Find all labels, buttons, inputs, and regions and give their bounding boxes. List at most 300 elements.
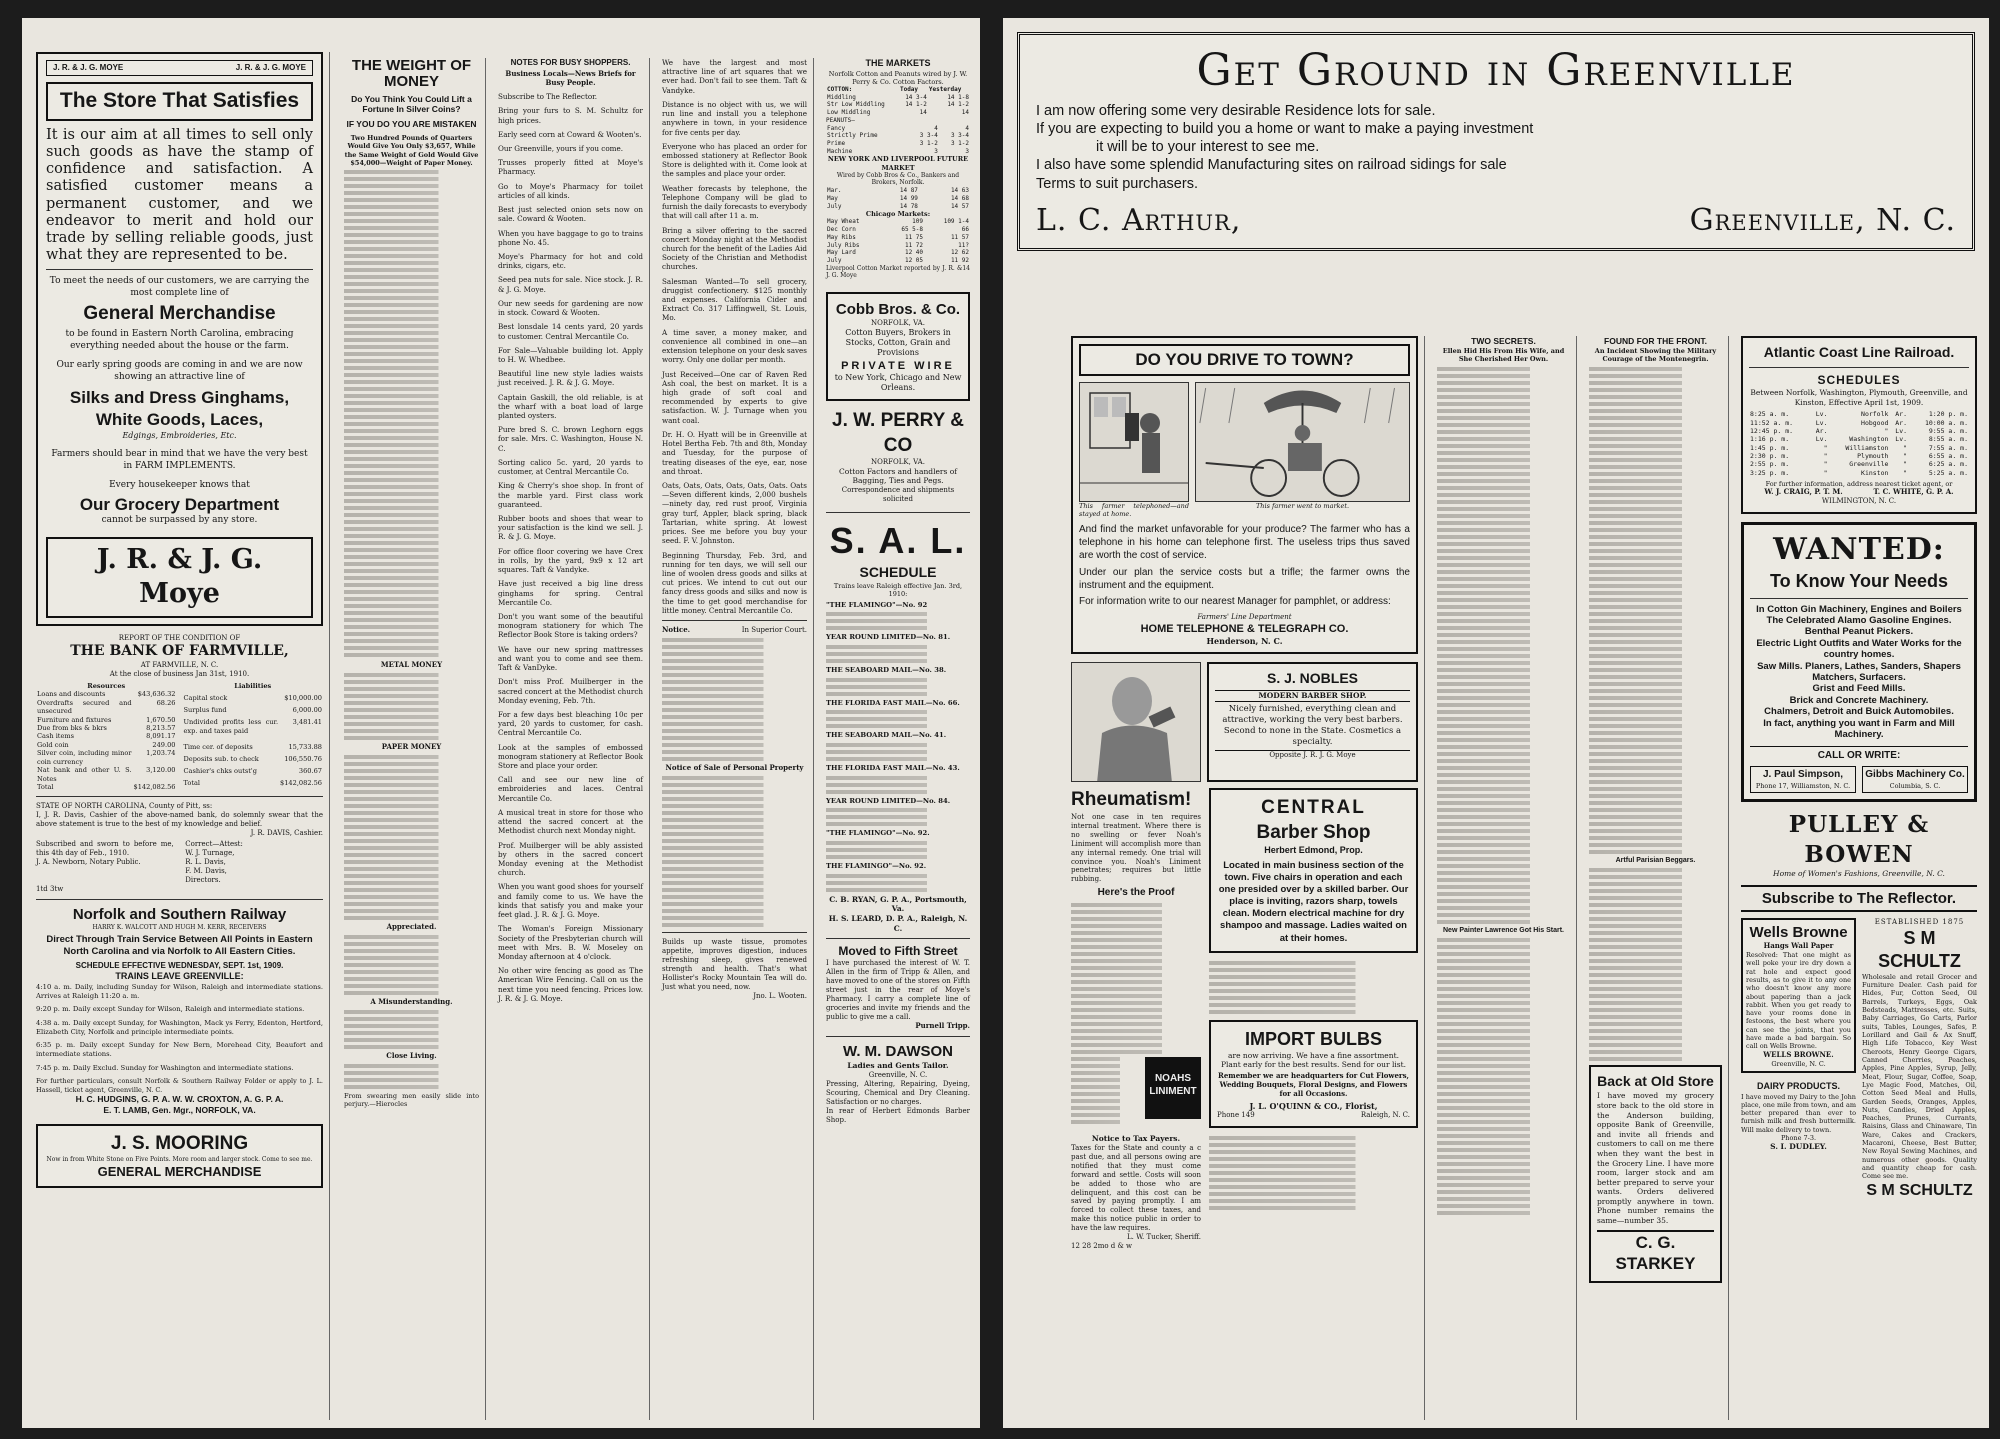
right-column-c (1583, 336, 1729, 1420)
sal-train-name: THE FLORIDA FAST MAIL—No. 43. (826, 763, 960, 772)
sal-train-name: "THE FLAMINGO"—No. 92 (826, 600, 928, 609)
central-shop: Barber Shop (1256, 821, 1371, 843)
get-ground-line2: If you are expecting to build you a home or want to make a paying investment (1036, 121, 1534, 138)
mooring-name: J. S. MOORING (110, 1132, 249, 1154)
aclr-row-cell: 7:55 a. m. (1928, 443, 1968, 452)
aclr-row-cell: " (1903, 468, 1908, 477)
appreciated-label: Appreciated. (386, 922, 437, 932)
drive-company: HOME TELEPHONE & TELEGRAPH CO. (1140, 623, 1349, 636)
chicago-row (826, 257, 970, 265)
aclr-row (1749, 469, 1969, 477)
aclr-row (1749, 435, 1969, 443)
old-store-body: I have moved my grocery store back to the old store in the Anderson building, opposite Bank of Greenville, and invite all friends and customers to call on me there when they want the best in the Grocery Line. I have more room, larger stock and am better prepared to serve your wants. Orders delivered promptly anywhere in town. Phone number remains the same—number 35. (1597, 1091, 1714, 1226)
builds-text: Builds up waste tissue, promotes appetite, improves digestion, induces refreshing sleep, gives renewed strength and health. That's what Hollister's Rocky Mountain Tea will do. Just what you need, now. (662, 937, 807, 991)
local-item: Dr. H. O. Hyatt will be in Greenville at Hotel Bertha Feb. 7th and 8th, Monday and Tuesday, for the purpose of treating diseases of the eye, ear, nose and throat. (662, 429, 807, 476)
bank-date: At the close of business Jan 31st, 1910. (109, 669, 250, 678)
bank-director: Directors. (185, 876, 221, 885)
local-item: Oats, Oats, Oats, Oats, Oats, Oats. Oats—Seven different kinds, 2,000 bushels—ninety day, red rust proof, Virginia gray turf, Appler, black spring, black Tartarian, white spring. At lowest prices. See me before you buy your seed. F. V. Johnston. (662, 480, 807, 546)
sal-schedule-label: SCHEDULE (859, 564, 937, 580)
column-5 (820, 58, 976, 1420)
aclr-row-cell: Ar. (1815, 427, 1828, 436)
dairy-body: I have moved my Dairy to the John place, one mile from town, and am better prepared than ever to furnish milk and fresh buttermilk. Will make delivery to town. (1741, 1092, 1856, 1134)
perry-desc: Cotton Factors and handlers of Bagging, Ties and Pegs. (838, 466, 958, 486)
chicago-row (826, 234, 970, 242)
bank-subscribed: Subscribed and sworn to before me, this 4th day of Feb., 1910. (36, 840, 174, 858)
cotton-header-cell: Yesterday (928, 86, 962, 94)
right-column-a (1065, 336, 1425, 1420)
markets-title: THE MARKETS (865, 58, 931, 68)
chicago-row-cell: 11? (958, 241, 969, 249)
sal-train-name: THE FLORIDA FAST MAIL—No. 66. (826, 698, 960, 707)
busy-shopper-item: Go to Moye's Pharmacy for toilet articles of all kinds. (498, 181, 643, 200)
norfolk-schedule-line: 4:38 a. m. Daily except Sunday, for Washington, Mack ys Ferry, Edenton, Hertford, Elizabeth City, Norfolk and principle intermediate points. (36, 1019, 323, 1036)
chicago-row (826, 249, 970, 257)
notice-sale-title: Notice of Sale of Personal Property (665, 762, 804, 772)
busy-shopper-item: Sorting calico 5c. yard, 20 yards to customer, at Central Mercantile Co. (498, 457, 643, 477)
busy-shopper-item: For a few days best bleaching 10c per yard, 20 yards to customer, for cash. Central Mercantile Co. (498, 709, 643, 738)
rheumatism-ad (1071, 788, 1201, 1251)
sal-train-text (826, 776, 970, 794)
cobb-desc: Cotton Buyers, Brokers in Stocks, Cotton, Grain and Provisions (845, 328, 951, 358)
peanut-row-cell: 3 (965, 147, 969, 155)
perry-ad (826, 409, 970, 504)
norfolk-railway-lamb: E. T. LAMB, Gen. Mgr., NORFOLK, VA. (103, 1104, 256, 1115)
cobb-wire: to New York, Chicago and New Orleans. (834, 372, 962, 393)
fifth-street-title: Moved to Fifth Street (838, 944, 958, 959)
drive-body2: Under our plan the service costs but a trifle; the farmer owns the instrument and the equipment. (1079, 566, 1410, 591)
aclr-row-cell: Williamston (1845, 443, 1889, 452)
liverpool-value: 14 (962, 264, 970, 272)
bank-resource-row-cell: 8,091.17 (146, 732, 176, 741)
aclr-row-cell: 1:20 p. m. (1928, 410, 1968, 419)
busy-shopper-item: A musical treat in store for those who attend the sacred concert at the Methodist church next Monday night. (498, 807, 643, 836)
ny-future-row (826, 195, 970, 203)
local-item: We have the largest and most attractive line of art squares that we ever had. Don't fail to see them. Taft & Vandyke. (662, 58, 807, 95)
notice-title: Notice. (662, 625, 691, 635)
sal-title: S. A. L. (829, 519, 967, 561)
bank-resources-label: Resources (87, 681, 126, 690)
peanut-row (826, 148, 970, 156)
busy-shopper-item: We have our new spring mattresses and want you to come and see them. Taft & VanDyke. (498, 644, 643, 673)
moye-silks-1: Silks and Dress Ginghams, (69, 388, 290, 408)
chicago-row-cell: May Wheat (827, 218, 860, 226)
chicago-row-cell: 66 (961, 226, 969, 234)
farmer-market-illustration (1195, 382, 1410, 502)
get-ground-title: Get Ground in Greenville (1196, 45, 1796, 96)
wells-body: Resolved: That one might as well poke your ire dry down a rat hole and expect good results, as to give it to any one who doesn't know any more about papering than a jack rabbit. When you get ready to have your rooms done in festoons, the best where you can see the joints, that you have made a bad bargain. So call on Wells Browne. (1746, 950, 1851, 1051)
aclr-row (1749, 410, 1969, 418)
aclr-row-cell: " (1884, 427, 1889, 436)
pulley-bowen-ad (1741, 810, 1977, 878)
peanut-row-cell: 4 (934, 124, 938, 132)
bank-resource-row (36, 724, 177, 732)
busy-shopper-item: Have just received a big line dress ginghams for spring. Central Mercantile Co. (498, 579, 643, 607)
bank-ref: 1td 3tw (36, 885, 64, 894)
bank-liability-row-cell: Surplus fund (183, 706, 227, 715)
aclr-row-cell: " (1823, 460, 1828, 469)
busy-shopper-item: Best just selected onion sets now on sale. Coward & Wooten. (498, 205, 643, 224)
ny-future-row-cell: Mar. (827, 187, 842, 195)
aclr-row-cell: 6:25 a. m. (1928, 460, 1968, 469)
aclr-row (1749, 444, 1969, 452)
bulbs-phone: Phone 149 (1217, 1110, 1255, 1119)
bank-resource-row (36, 690, 177, 698)
bank-resource-row (36, 699, 177, 716)
bank-liability-row-cell: $10,000.00 (284, 693, 322, 702)
drive-title: DO YOU DRIVE TO TOWN? (1079, 344, 1410, 376)
cobb-ad (826, 292, 970, 401)
taxes-sig: L. W. Tucker, Sheriff. (1126, 1233, 1201, 1242)
taxes-body: Taxes for the State and county a c past due, and all persons owing are notified that they must come forward and settle. Costs will soon be added to those who are delinquent, and this cost can be saved by paying promptly. I am forced to collect these taxes, and make this notice public in order to have the law requires. (1071, 1143, 1201, 1233)
norfolk-schedule-line: 7:45 p. m. Daily Exclud. Sunday for Washington and intermediate stations. (36, 1063, 294, 1072)
busy-shopper-item: For office floor covering we have Crex in rolls, by the yard, 9x9 x 12 art squares. Taft & Vandyke. (498, 546, 643, 575)
drive-line: Farmers' Line Department (1197, 613, 1292, 622)
chicago-row-cell: July Ribs (827, 241, 860, 249)
local-item: Salesman Wanted—To sell grocery, druggist confectionery. $125 monthly and expenses. California Cider and Extract Co. 317 Liffingwell, St. Louis, Mo. (662, 276, 807, 323)
wells-sub: Hangs Wall Paper (1763, 941, 1834, 951)
rheumatism-proof: Here's the Proof (1097, 887, 1175, 899)
busy-shoppers-sub: Business Locals—News Briefs for Busy People. (505, 69, 636, 88)
wanted-line: Benthal Peanut Pickers. (1804, 626, 1914, 638)
schultz-name: S M SCHULTZ (1878, 927, 1961, 971)
aclr-row-cell: " (1903, 443, 1908, 452)
chicago-row-cell: 11 92 (950, 256, 969, 264)
aclr-row-cell: Lv. (1895, 435, 1908, 444)
sal-train-text (826, 808, 970, 826)
wells-sig: WELLS BROWNE. (1763, 1049, 1834, 1059)
wanted-ad (1741, 522, 1977, 802)
busy-shopper-item: Don't you want some of the beautiful monogram stationery for which The Reflector Book Store is taking orders? (498, 611, 643, 640)
old-store-sig: C. G. STARKEY (1597, 1230, 1714, 1276)
central-barber-ad (1209, 788, 1418, 952)
peanut-row (826, 125, 970, 133)
bank-liabilities-label: Liabilities (234, 681, 272, 690)
bank-state: STATE OF NORTH CAROLINA, County of Pitt, ss: (36, 802, 213, 811)
peanut-row-cell: 3 3-4 (950, 132, 969, 140)
norfolk-railway-receivers: HARRY K. WALCOTT AND HUGH M. KERR, RECEIVERS (92, 924, 267, 932)
get-ground-line3: it will be to your interest to see me. (1096, 139, 1320, 156)
bank-resource-row-cell: 1,670.50 (146, 715, 176, 724)
peanut-row-cell: Strictly Prime (827, 132, 878, 140)
wanted-line: In fact, anything you want in Farm and Mill Machinery. (1763, 717, 1955, 740)
cotton-row-cell: 14 3-4 (905, 93, 927, 101)
aclr-row (1749, 460, 1969, 468)
bank-liability-row (183, 743, 324, 755)
moye-edgings: Edgings, Embroideries, Etc. (122, 430, 237, 440)
chicago-row-cell: 12 40 (904, 249, 924, 257)
sal-train-text (826, 645, 970, 663)
ny-future-row (826, 187, 970, 195)
shaving-man-illustration (1071, 662, 1201, 782)
aclr-row-cell: " (1903, 460, 1908, 469)
moye-general-merch: General Merchandise (83, 303, 276, 325)
bank-liability-row-cell: Total (183, 779, 201, 788)
busy-shopper-item: For Sale—Valuable building lot. Apply to H. W. Whedbee. (498, 345, 643, 364)
get-ground-line4: I also have some splendid Manufacturing sites on railroad sidings for sale (1036, 157, 1507, 174)
aclr-row-cell: 3:25 p. m. (1750, 468, 1790, 477)
norfolk-railway-agents: H. C. HUDGINS, G. P. A. W. W. CROXTON, A. G. P. A. (75, 1094, 284, 1105)
busy-shopper-item: Rubber boots and shoes that wear to your satisfaction is the kind we sell. J. R. & J. G. Moye. (498, 514, 643, 542)
moye-found: to be found in Eastern North Carolina, embracing everything needed about the house or the farm. (65, 329, 294, 351)
bank-resource-row (36, 732, 177, 740)
chicago-row-cell: 65 5-8 (901, 226, 924, 234)
local-item: A time saver, a money maker, and convenience all combined in one—an extension telephone on your desk saves worry. Only one dollar per month. (662, 327, 807, 365)
wanted-gibbs: Gibbs Machinery Co. (1865, 769, 1965, 781)
bank-director: F. M. Davis, (185, 867, 227, 876)
busy-shoppers-title: NOTES FOR BUSY SHOPPERS. (510, 58, 631, 67)
wells-name: Wells Browne (1749, 923, 1848, 941)
chicago-row-cell: 11 75 (904, 233, 924, 241)
aclr-row-cell: 1:16 p. m. (1750, 435, 1790, 444)
aclr-row-cell: Lv. (1895, 427, 1908, 436)
dawson-ad (826, 1042, 970, 1125)
drive-caption2: This farmer went to market. (1255, 501, 1350, 510)
wells-city: Greenville, N. C. (1771, 1059, 1826, 1068)
sal-train-text (826, 743, 970, 761)
found-front-title: FOUND FOR THE FRONT. (1604, 336, 1707, 346)
peanuts-head: PEANUTS— (826, 116, 855, 124)
bank-liability-row (183, 694, 324, 706)
local-item: Bring a silver offering to the sacred concert Monday night at the Methodist church for the benefit of the Ladies Aid Society of the Christian and Methodist churches. (662, 225, 807, 272)
wanted-line: Chalmers, Detroit and Buick Automobiles. (1764, 706, 1954, 718)
aclr-row-cell: 10:00 a. m. (1924, 418, 1968, 427)
aclr-row-cell: Plymouth (1857, 452, 1889, 461)
ny-future-row-cell: 14 78 (899, 202, 918, 210)
right-column-d (1735, 336, 1983, 1420)
wanted-sub: To Know Your Needs (1769, 570, 1948, 591)
moye-surpassed: cannot be surpassed by any store. (101, 515, 258, 526)
sal-leard: H. S. LEARD, D. P. A., Raleigh, N. C. (828, 913, 968, 933)
bank-resource-row-cell: Due from bks & bkrs (37, 723, 107, 732)
chicago-row (826, 242, 970, 250)
aclr-row-cell: 9:55 a. m. (1928, 427, 1968, 436)
cotton-row-cell: 14 1-2 (905, 101, 927, 109)
right-column-b (1431, 336, 1577, 1420)
weight-text-block-1 (344, 170, 479, 657)
chicago-row-cell: 12 62 (950, 249, 969, 257)
column-2 (338, 58, 486, 1420)
painter-title: New Painter Lawrence Got His Start. (1443, 926, 1564, 934)
busy-shopper-item: No other wire fencing as good as The American Wire Fencing. Call on us the next time you need fencing. Prices low. J. R. & J. G. Moye. (498, 966, 643, 1003)
peanut-row-cell: 4 (965, 124, 969, 132)
ny-sub: Wired by Cobb Bros & Co., Bankers and Brokers, Norfolk. (836, 171, 960, 187)
cotton-row-cell: 14 (961, 109, 969, 117)
bank-oath: I, J. R. Davis, Cashier of the above-named bank, do solemnly swear that the above statement is true to the best of my knowledge and belief. (36, 811, 323, 829)
central-body: Located in main business section of the town. Five chairs in operation and each one presided over by a skilled barber. Our place is inviting, razors sharp, towels clean. Modern electrical machine for dry shampoo and massage. Ladies waited on at their homes. (1218, 859, 1409, 944)
busy-shopper-item: Beautiful line new style ladies waists just received. J. R. & J. G. Moye. (498, 369, 643, 388)
mooring-sub: Now in from White Stone on Five Points. More room and larger stock. Come to see me. (46, 1156, 313, 1164)
local-item: Distance is no object with us, we will run line and install you a telephone anywhere in town, in your residence for five cents per day. (662, 99, 807, 137)
sal-train-name: YEAR ROUND LIMITED—No. 81. (826, 633, 951, 642)
moye-intro: It is our aim at all times to sell only such goods as have the stamp of confidence and satisfaction. A satisfied customer means a permanent customer, and we endeavor to merit and hold our trade by selling reliable goods, just what they are represented to be. (46, 127, 313, 263)
sal-leave: Trains leave Raleigh effective Jan. 3rd, 1910: (833, 581, 963, 599)
chicago-row-cell: 11 72 (904, 241, 924, 249)
beggars-title: Artful Parisian Beggars. (1615, 856, 1696, 864)
chicago-row-cell: 12 05 (904, 256, 924, 264)
dawson-name: W. M. DAWSON (843, 1043, 953, 1061)
bank-liability-row (183, 718, 324, 742)
bank-resource-row-cell: $43,636.32 (137, 690, 176, 699)
bulbs-title: IMPORT BULBS (1245, 1028, 1382, 1049)
bank-liability-row-cell: Time cer. of deposits (183, 742, 253, 751)
taxes-title: Notice to Tax Payers. (1091, 1134, 1181, 1144)
farmer-phone-illustration (1079, 382, 1189, 502)
local-item: Weather forecasts by telephone, the Telephone Company will be glad to furnish the daily forecasts to everybody that will call after 11 a. m. (662, 183, 807, 221)
aclr-row-cell: " (1823, 443, 1828, 452)
bank-resource-row-cell: 68.26 (156, 698, 176, 707)
pulley-name: PULLEY & BOWEN (1788, 811, 1930, 868)
wanted-line: Grist and Feed Mills. (1812, 683, 1906, 695)
bank-resource-row-cell: Gold coin (37, 740, 69, 749)
busy-shopper-item: Moye's Pharmacy for hot and cold drinks, cigars, etc. (498, 251, 643, 271)
ny-future-row-cell: 14 63 (950, 187, 969, 195)
two-secrets-title: TWO SECRETS. (1471, 336, 1536, 346)
busy-shopper-item: Don't miss Prof. Muilberger in the sacred concert at the Methodist church Monday evening, Feb. 7th. (498, 677, 643, 705)
bank-liability-row-cell: 360.67 (298, 767, 322, 776)
aclr-row-cell: 8:55 a. m. (1928, 435, 1968, 444)
ny-future-row-cell: 14 57 (950, 202, 969, 210)
peanut-row-cell: Machine (827, 147, 853, 155)
aclr-title: Atlantic Coast Line Railroad. (1763, 344, 1955, 360)
builds-sig: Jno. L. Wooten. (753, 991, 807, 1000)
sal-train-name: THE SEABOARD MAIL—No. 38. (826, 665, 947, 674)
sal-schedule (826, 518, 970, 933)
sal-train-text (826, 678, 970, 696)
bulbs-body: are now arriving. We have a fine assortment. Plant early for the best results. Send for our list. (1220, 1050, 1407, 1070)
cotton-row-cell: Low Middling (827, 109, 871, 117)
bank-resource-row-cell: Silver coin, including minor coin currency (37, 749, 132, 766)
rheumatism-body: Not one case in ten requires internal treatment. Where there is no swelling or fever Noah's Liniment will accomplish more than any internal remedy. One trial will convince you. Noah's Liniment penetrates; requires but little rubbing. (1071, 812, 1201, 884)
ny-future-row-cell: July (827, 202, 842, 210)
liverpool-label: Liverpool Cotton Market reported by J. R. & J. G. Moye (826, 264, 963, 280)
nobles-body: Nicely furnished, everything clean and attractive, working the very best barbers. Second to none in the State. Cosmetics a specialty. (1222, 703, 1403, 747)
mooring-ad (36, 1124, 323, 1189)
bank-resource-row-cell: 1,203.74 (146, 749, 176, 758)
get-ground-line5: Terms to suit purchasers. (1036, 175, 1198, 192)
sal-train-text (826, 612, 970, 630)
local-item: Just Received—One car of Raven Red Ash coal, the best on market. It is a high grade of soft coal and recommended by experts to give satisfaction. W. J. Turnage when you want coal. (662, 369, 807, 425)
chicago-row-cell: May Ribs (827, 233, 856, 241)
import-bulbs-ad (1209, 1020, 1418, 1128)
local-item: Beginning Thursday, Feb. 3rd, and running for ten days, we will sell our line of woolen dress goods and silks at cut prices. We intend to cut out our fancy dress goods and silks and now is the time to get good merchandise for little money. Central Mercantile Co. (662, 550, 807, 615)
moye-header-right: J. R. & J. G. MOYE (235, 63, 306, 72)
bank-resource-row-cell: Total (37, 783, 54, 792)
norfolk-railway-title: Norfolk and Southern Railway (72, 906, 287, 924)
bank-liability-row-cell: Cashier's chks outst'g (183, 767, 257, 776)
dawson-city: Greenville, N. C. (868, 1070, 928, 1079)
chicago-row (826, 226, 970, 234)
peanut-row (826, 140, 970, 148)
bulbs-city: Raleigh, N. C. (1360, 1110, 1410, 1119)
drive-city: Henderson, N. C. (1206, 636, 1283, 647)
ny-future-row-cell: 14 99 (899, 194, 918, 202)
busy-shopper-item: Best lonsdale 14 cents yard, 20 yards to customer. Central Mercantile Co. (498, 322, 643, 341)
aclr-row-cell: 12:45 p. m. (1750, 427, 1794, 436)
column-3 (492, 58, 650, 1420)
bank-liabilities-table (183, 682, 324, 792)
busy-shopper-item: Captain Gaskill, the old reliable, is at the wharf with a boat load of large planted oysters. (498, 392, 643, 421)
central-prop: Herbert Edmond, Prop. (1264, 845, 1363, 856)
cotton-row (826, 94, 970, 102)
wanted-title: WANTED: (1773, 532, 1945, 568)
aclr-row (1749, 419, 1969, 427)
aclr-craig: W. J. CRAIG, P. T. M. (1764, 487, 1843, 497)
wanted-line: Electric Light Outfits and Water Works for the country homes. (1756, 637, 1962, 661)
column-4 (656, 58, 814, 1420)
dairy-title: DAIRY PRODUCTS. (1756, 1081, 1840, 1091)
moye-grocery: Our Grocery Department (79, 494, 280, 514)
column-1 (30, 52, 330, 1420)
nobles-ad (1207, 662, 1418, 782)
fifth-street-body: I have purchased the interest of W. T. Allen in the firm of Tripp & Allen, and have moved to one of the stores on Fifth street just in the rear of Moye's Pharmacy. I carry a complete line of groceries and invite my friends and the public to give me a call. (826, 959, 970, 1022)
bank-report-label: REPORT OF THE CONDITION OF (118, 634, 241, 643)
nobles-sub: MODERN BARBER SHOP. (1215, 690, 1410, 702)
aclr-ad (1741, 336, 1977, 514)
bank-liability-row (183, 779, 324, 791)
cotton-header-cell: Today (899, 86, 919, 94)
wanted-simpson-sub: Phone 17, Williamston, N. C. (1755, 781, 1851, 790)
aclr-row-cell: " (1823, 468, 1828, 477)
sal-train-name: THE FLAMINGO"—No. 92. (826, 862, 927, 871)
aclr-row-cell: 1:45 p. m. (1750, 443, 1790, 452)
schultz-body: Wholesale and retail Grocer and Furniture Dealer. Cash paid for Hides, Fur, Cotton Seed, Oil Barrels, Turkeys, Eggs, Oak Bedsteads, Mattresses, etc. Suits, Baby Carriages, Go Carts, Parlor suits, Tables, Lounges, Safes, P. Lorillard and Gail & Ax Snuff, High Life Tobacco, Key West Cheroots, Henry George Cigars, Canned Cherries, Peaches, Apples, Pine Apples, Syrup, Jelly, Meat, Flour, Sugar, Coffee, Soap, Lye Magic Food, Matches, Oil, Cotton Seed Meal and Hulls, Garden Seeds, Oranges, Apples, Nuts, Candies, Dried Apples, Peaches, Prunes, Currants, Raisins, Glass and Chinaware, Tin Ware, Cakes and Crackers, Macaroni, Cheese, Best Butter, New Royal Sewing Machines, and numerous other goods. Quality and quantity cheap for cash. Come see me. (1862, 972, 1977, 1181)
dairy-ad (1741, 1081, 1856, 1152)
chicago-row-cell: 109 (912, 218, 924, 226)
close-living-label: Close Living. (386, 1051, 437, 1061)
cotton-row-cell: Str Low Middling (827, 101, 885, 109)
wanted-line: Matchers, Surfacers. (1812, 671, 1906, 683)
chicago-row-cell: Dec Corn (827, 226, 856, 234)
aclr-row-cell: 5:25 a. m. (1928, 468, 1968, 477)
bank-director: W. J. Turnage, (185, 849, 235, 858)
busy-shopper-item: When you want good shoes for yourself and family come to us. We have the kinds that satisfy you and make your feet glad. J. R. & J. G. Moye. (498, 882, 643, 920)
bank-liability-row (183, 767, 324, 779)
mooring-general: GENERAL MERCHANDISE (97, 1163, 262, 1179)
norfolk-schedule-line: 4:10 a. m. Daily, including Sunday for Wilson, Raleigh and intermediate stations. Arrives at Raleigh 11:20 a. m. (36, 982, 323, 1000)
weight-of-money-q1: Do You Think You Could Lift a Fortune In Silver Coins? (351, 93, 472, 115)
drive-body3: For information write to our nearest Manager for pamphlet, or address: (1079, 596, 1391, 608)
sal-train-text (826, 874, 970, 892)
sal-train-text (826, 710, 970, 728)
aclr-row-cell: 8:25 a. m. (1750, 410, 1790, 419)
bank-name: THE BANK OF FARMVILLE, (70, 642, 289, 659)
chicago-row (826, 218, 970, 226)
bank-liability-row-cell: Capital stock (183, 693, 228, 702)
nobles-name: S. J. NOBLES (1266, 670, 1359, 687)
norfolk-railway-further: For further particulars, consult Norfolk & Southern Railway Folder or apply to J. L. Hassell, ticket agent, Greenville, N. C. (36, 1077, 323, 1094)
bulbs-headquarters: Remember we are headquarters for Cut Flowers, Wedding Bouquets, Floral Designs, and Flowers for all Occasions. (1218, 1070, 1409, 1098)
sal-train-name: "THE FLAMINGO"—No. 92. (826, 829, 930, 838)
sal-ryan: C. B. RYAN, G. P. A., Portsmouth, Va. (829, 894, 967, 914)
busy-shopper-item: Bring your furs to S. M. Schultz for high prices. (498, 106, 643, 125)
aclr-row-cell: " (1903, 452, 1908, 461)
cotton-row-cell: 14 1-8 (947, 93, 969, 101)
bank-place: AT FARMVILLE, N. C. (140, 660, 219, 669)
busy-shopper-item: Our Greenville, yours if you come. (498, 144, 624, 154)
moye-ad (36, 52, 323, 626)
aclr-row-cell: 6:55 a. m. (1928, 452, 1968, 461)
pulley-sub: Home of Women's Fashions, Greenville, N. C. (1773, 869, 1945, 879)
taxes-ref: 12 28 2mo d & w (1071, 1242, 1132, 1251)
aclr-between: Between Norfolk, Washington, Plymouth, Greenville, and Kinston, Effective April 1st, 1909. (1750, 388, 1968, 407)
fifth-street-ad (826, 944, 970, 1031)
bank-resource-row-cell: $142,082.56 (133, 783, 176, 792)
old-store-title: Back at Old Store (1597, 1073, 1714, 1090)
aclr-row-cell: " (1823, 452, 1828, 461)
cotton-row-cell: 14 1-2 (947, 101, 969, 109)
moye-spring: Our early spring goods are coming in and we are now showing an attractive line of (56, 360, 303, 382)
get-ground-ad (1017, 32, 1975, 251)
